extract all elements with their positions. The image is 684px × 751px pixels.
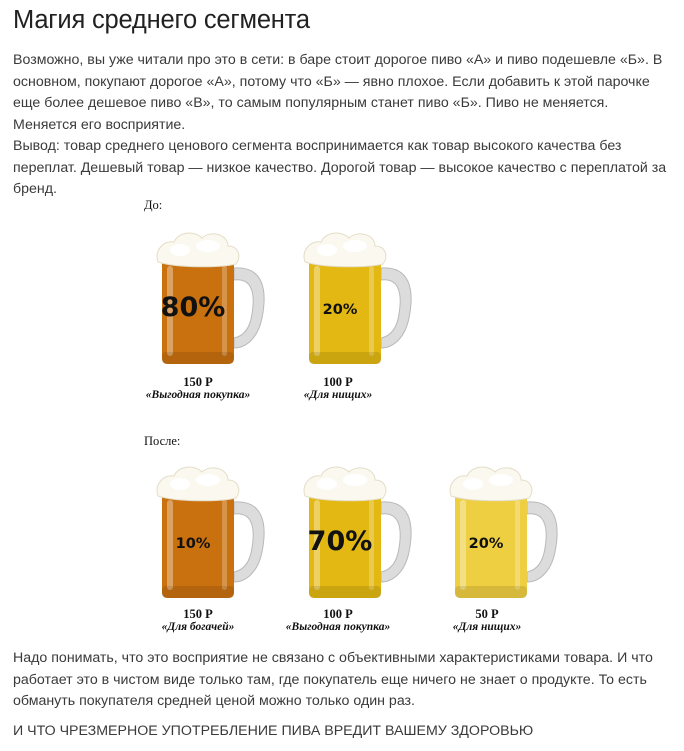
closing-paragraph: Надо понимать, что это восприятие не связано с объективными характеристиками товара. И что работает это в чистом виде только там, где покупатель еще ничего не знает о продукте. То есть обмануть покупателя средней ценой можно только один раз. bbox=[13, 650, 653, 709]
price-label: 150 Р bbox=[183, 607, 213, 621]
footer-note: И ЧТО ЧРЕЗМЕРНОЕ УПОТРЕБЛЕНИЕ ПИВА ВРЕДИТ ВАШЕМУ ЗДОРОВЬЮ bbox=[13, 723, 534, 739]
market-share-value: 10% bbox=[175, 536, 211, 552]
conclusion-paragraph: Вывод: товар среднего ценового сегмента воспринимается как товар высокого качества без переплат. Дешевый товар — низкое качество. Дорогой товар — высокое качество с переплатой за бренд. bbox=[13, 138, 667, 197]
mug-caption: «Выгодная покупка» bbox=[145, 389, 251, 401]
before-label: До: bbox=[144, 198, 163, 212]
beer-mug-before-1 bbox=[150, 226, 270, 366]
intro-paragraph: Возможно, вы уже читали про это в сети: в баре стоит дорогое пиво «А» и пиво подешевле «Б». В основном, покупают дорогое «А», потому что «Б» — явно плохое. Если добавить к этой парочке еще более дешевое пиво «В», то самым популярным станет пиво «Б». Пиво не меняется. Меняется его восприятие. bbox=[13, 52, 663, 133]
market-share-value: 20% bbox=[468, 536, 504, 552]
beer-mug-icon bbox=[150, 460, 270, 600]
mug-caption: «Для богачей» bbox=[161, 621, 235, 633]
mug-caption: «Для нищих» bbox=[452, 621, 522, 633]
beer-mug-before-2 bbox=[297, 226, 417, 366]
beer-mug-after-2 bbox=[297, 460, 417, 600]
beer-mug-icon bbox=[297, 226, 417, 366]
article-title: Магия среднего сегмента bbox=[13, 6, 310, 34]
price-label: 50 Р bbox=[475, 607, 499, 621]
price-label: 100 Р bbox=[323, 607, 353, 621]
market-share-value: 80% bbox=[160, 292, 226, 323]
market-share-value: 20% bbox=[322, 302, 358, 318]
beer-mug-after-3 bbox=[443, 460, 563, 600]
beer-mug-icon bbox=[443, 460, 563, 600]
price-label: 150 Р bbox=[183, 375, 213, 389]
price-label: 100 Р bbox=[323, 375, 353, 389]
beer-mug-after-1 bbox=[150, 460, 270, 600]
mug-caption: «Для нищих» bbox=[303, 389, 373, 401]
mug-caption: «Выгодная покупка» bbox=[285, 621, 391, 633]
after-label: После: bbox=[144, 434, 181, 448]
market-share-value: 70% bbox=[307, 526, 373, 557]
